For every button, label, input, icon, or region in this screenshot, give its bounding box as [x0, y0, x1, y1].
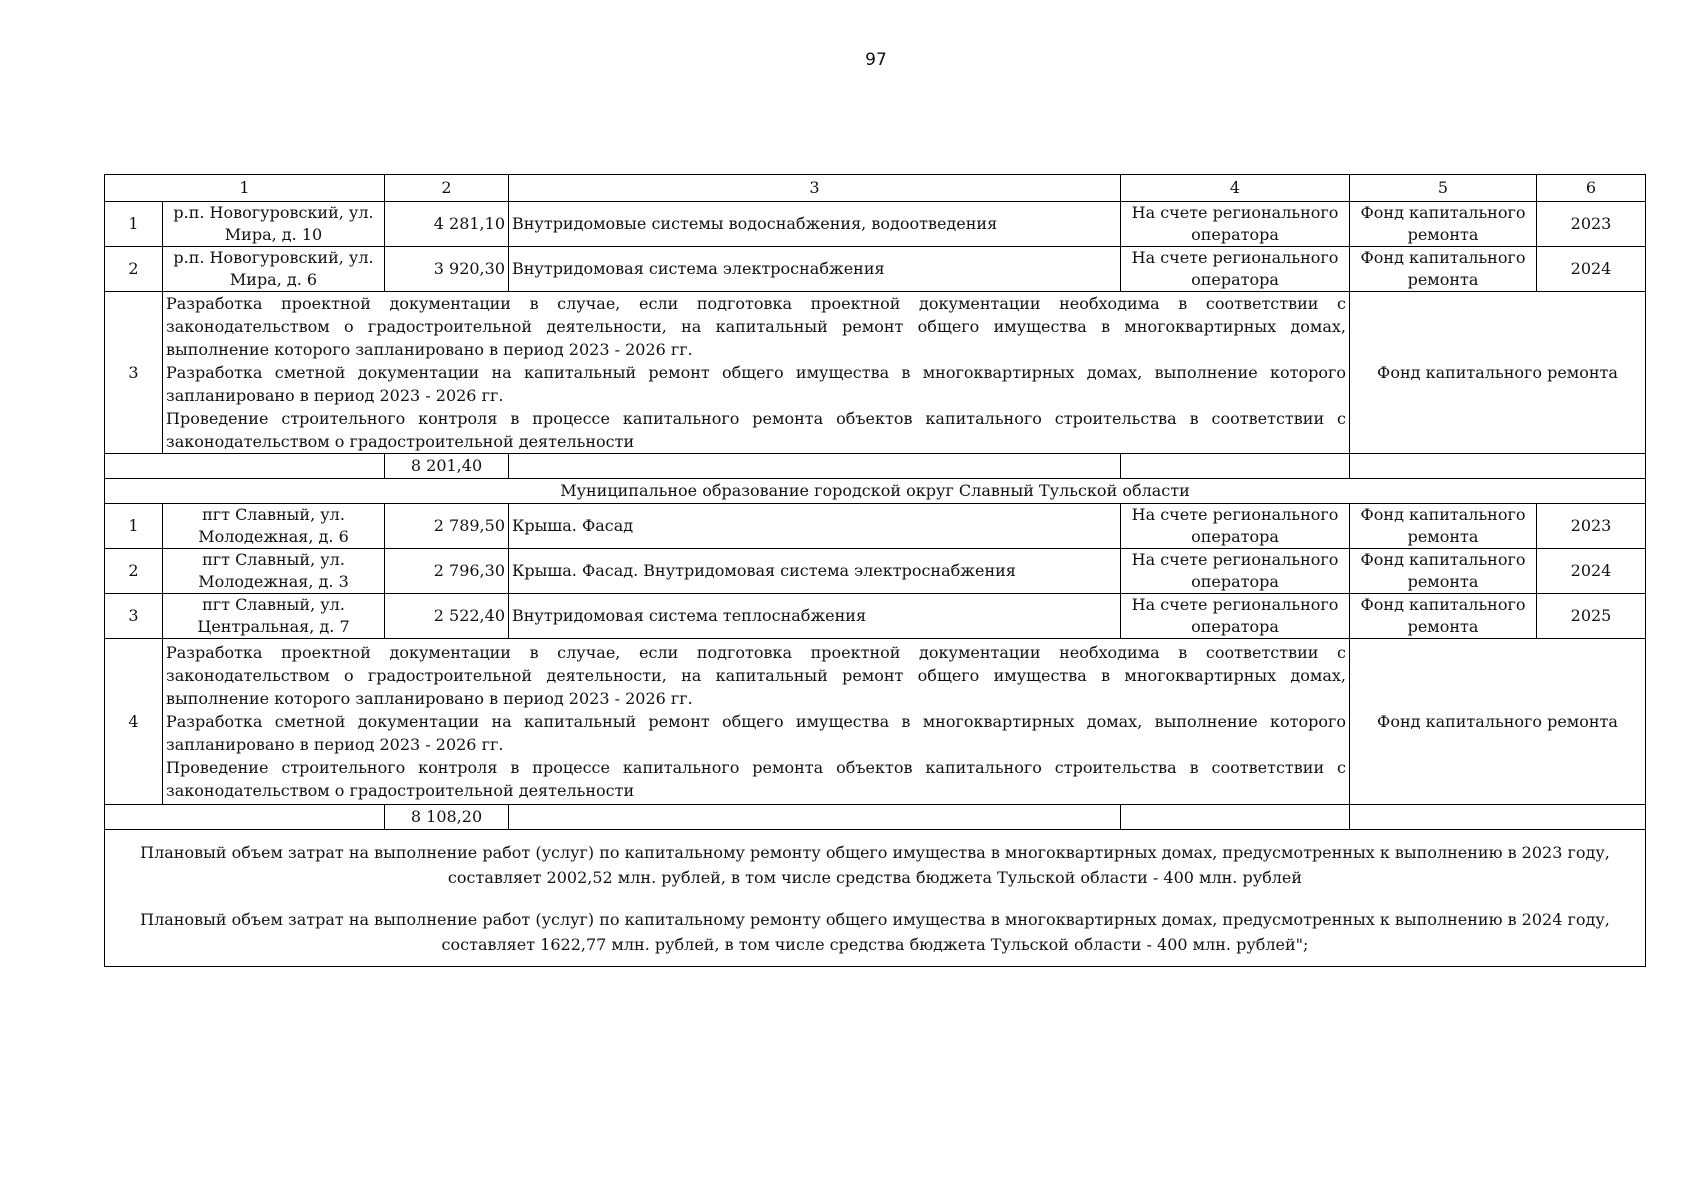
header-col-1: 1 [105, 175, 385, 202]
row-address: пгт Славный, ул. Молодежная, д. 3 [163, 549, 385, 594]
total-row [105, 454, 1646, 479]
total-value: 8 201,40 [385, 454, 509, 479]
row-year: 2024 [1537, 549, 1646, 594]
row-account: На счете регионального оператора [1121, 247, 1350, 292]
table-row [105, 549, 1646, 594]
row-fund: Фонд капитального ремонта [1350, 549, 1537, 594]
total-empty-cell [509, 454, 1121, 479]
works-design-docs: Разработка проектной документации в случае, если подготовка проектной документации необходима в соответствии с законодательством о градостроительной деятельности, на капитальный ремонт общего имущества в многоквартирных домах, выполнение которого запланировано в период 2023 - 2026 гг. [166, 643, 1346, 708]
header-col-4: 4 [1121, 175, 1350, 202]
row-cost: 3 920,30 [385, 247, 509, 292]
row-number: 3 [105, 292, 163, 454]
capital-repair-table [104, 174, 1646, 967]
works-description [163, 292, 1350, 454]
works-row [105, 639, 1646, 805]
works-estimate-docs: Разработка сметной документации на капитальный ремонт общего имущества в многоквартирных домах, выполнение которого запланировано в период 2023 - 2026 гг. [166, 363, 1346, 405]
row-account: На счете регионального оператора [1121, 504, 1350, 549]
row-cost: 2 789,50 [385, 504, 509, 549]
total-empty-cell [1350, 805, 1646, 830]
row-account: На счете регионального оператора [1121, 594, 1350, 639]
total-empty-cell [509, 805, 1121, 830]
summary-2023: Плановый объем затрат на выполнение работ (услуг) по капитальному ремонту общего имущества в многоквартирных домах, предусмотренных к выполнению в 2023 году, составляет 2002,52 млн. рублей, в том числе средства бюджета Тульской области - 400 млн. рублей [140, 842, 1610, 887]
row-year: 2023 [1537, 504, 1646, 549]
row-address: пгт Славный, ул. Центральная, д. 7 [163, 594, 385, 639]
row-fund: Фонд капитального ремонта [1350, 202, 1537, 247]
row-number: 1 [105, 504, 163, 549]
row-cost: 2 522,40 [385, 594, 509, 639]
total-empty-cell [1121, 454, 1350, 479]
row-account: На счете регионального оператора [1121, 202, 1350, 247]
row-number: 3 [105, 594, 163, 639]
total-empty-cell [1121, 805, 1350, 830]
table-row [105, 247, 1646, 292]
works-construction-control: Проведение строительного контроля в процессе капитального ремонта объектов капитального строительства в соответствии с законодательством о градостроительной деятельности [166, 758, 1346, 800]
row-address: р.п. Новогуровский, ул. Мира, д. 6 [163, 247, 385, 292]
total-row [105, 805, 1646, 830]
row-cost: 2 796,30 [385, 549, 509, 594]
row-number: 2 [105, 549, 163, 594]
page-number: 97 [865, 50, 887, 70]
header-col-3: 3 [509, 175, 1121, 202]
header-col-5: 5 [1350, 175, 1537, 202]
row-work: Внутридомовые системы водоснабжения, водоотведения [509, 202, 1121, 247]
row-fund: Фонд капитального ремонта [1350, 504, 1537, 549]
total-value: 8 108,20 [385, 805, 509, 830]
works-estimate-docs: Разработка сметной документации на капитальный ремонт общего имущества в многоквартирных домах, выполнение которого запланировано в период 2023 - 2026 гг. [166, 712, 1346, 754]
header-row [105, 175, 1646, 202]
works-design-docs: Разработка проектной документации в случае, если подготовка проектной документации необходима в соответствии с законодательством о градостроительной деятельности, на капитальный ремонт общего имущества в многоквартирных домах, выполнение которого запланировано в период 2023 - 2026 гг. [166, 294, 1346, 359]
works-fund: Фонд капитального ремонта [1350, 292, 1646, 454]
row-year: 2023 [1537, 202, 1646, 247]
works-construction-control: Проведение строительного контроля в процессе капитального ремонта объектов капитального строительства в соответствии с законодательством о градостроительной деятельности [166, 409, 1346, 451]
row-year: 2024 [1537, 247, 1646, 292]
summary-2024: Плановый объем затрат на выполнение работ (услуг) по капитальному ремонту общего имущества в многоквартирных домах, предусмотренных к выполнению в 2024 году, составляет 1622,77 млн. рублей, в том числе средства бюджета Тульской области - 400 млн. рублей"; [140, 909, 1610, 954]
summary-row [105, 830, 1646, 967]
row-fund: Фонд капитального ремонта [1350, 594, 1537, 639]
header-col-6: 6 [1537, 175, 1646, 202]
row-number: 1 [105, 202, 163, 247]
works-description [163, 639, 1350, 805]
municipality-heading: Муниципальное образование городской округ Славный Тульской области [105, 479, 1646, 504]
works-row [105, 292, 1646, 454]
row-number: 2 [105, 247, 163, 292]
row-account: На счете регионального оператора [1121, 549, 1350, 594]
works-fund: Фонд капитального ремонта [1350, 639, 1646, 805]
row-year: 2025 [1537, 594, 1646, 639]
row-address: пгт Славный, ул. Молодежная, д. 6 [163, 504, 385, 549]
row-cost: 4 281,10 [385, 202, 509, 247]
municipality-row [105, 479, 1646, 504]
row-work: Крыша. Фасад. Внутридомовая система электроснабжения [509, 549, 1121, 594]
total-label-cell [105, 454, 385, 479]
table-row [105, 202, 1646, 247]
row-work: Внутридомовая система электроснабжения [509, 247, 1121, 292]
row-work: Крыша. Фасад [509, 504, 1121, 549]
total-empty-cell [1350, 454, 1646, 479]
table-row [105, 594, 1646, 639]
row-work: Внутридомовая система теплоснабжения [509, 594, 1121, 639]
row-number: 4 [105, 639, 163, 805]
header-col-2: 2 [385, 175, 509, 202]
row-address: р.п. Новогуровский, ул. Мира, д. 10 [163, 202, 385, 247]
row-fund: Фонд капитального ремонта [1350, 247, 1537, 292]
summary-cell [105, 830, 1646, 967]
total-label-cell [105, 805, 385, 830]
table-row [105, 504, 1646, 549]
